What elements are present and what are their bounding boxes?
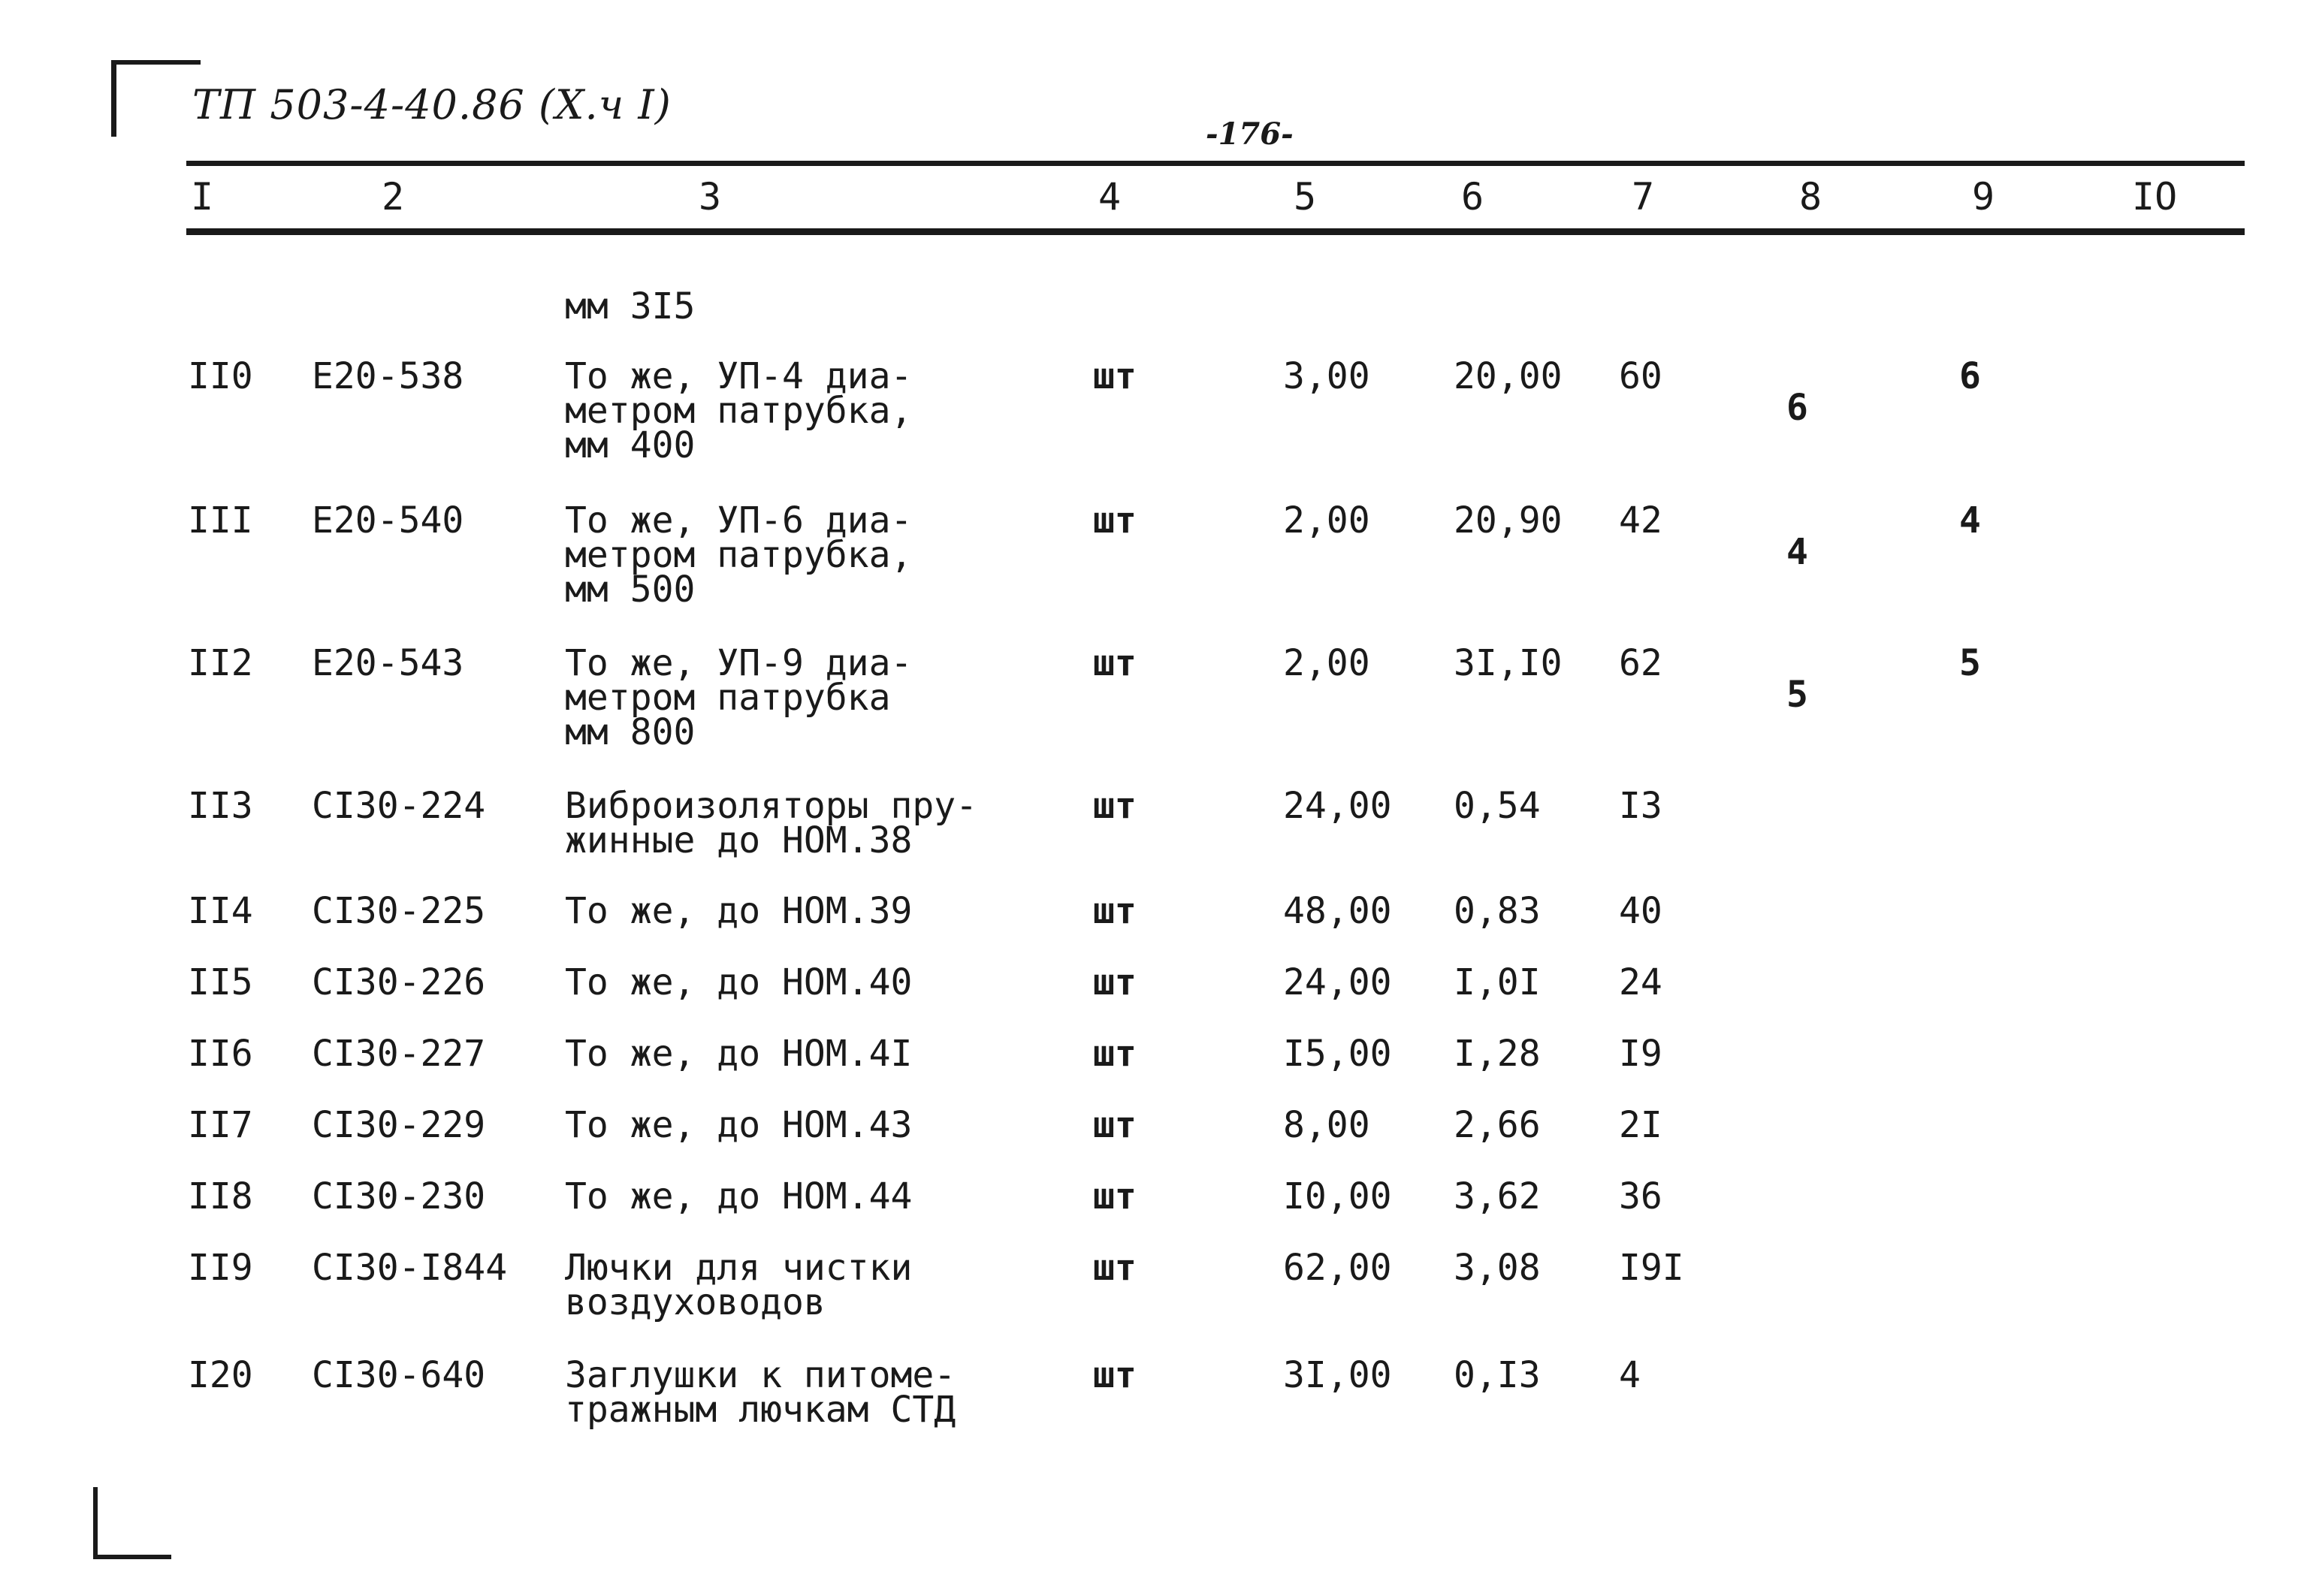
row-number: II2 xyxy=(188,642,253,684)
unit-price: 0,I3 xyxy=(1454,1354,1541,1396)
rate-code: Е20-538 xyxy=(312,355,464,397)
quantity: I5,00 xyxy=(1283,1033,1392,1075)
column-header-3: 3 xyxy=(699,175,722,219)
row-number: II7 xyxy=(188,1104,253,1146)
unit-price: 20,00 xyxy=(1454,355,1563,397)
description-line: Виброизоляторы пру- xyxy=(565,785,978,827)
description-line: То же, УП-6 диа- xyxy=(565,499,913,542)
description-line: жинные до НОМ.38 xyxy=(565,819,913,861)
rate-code: СI30-I844 xyxy=(312,1247,508,1289)
row-number: III xyxy=(188,499,253,542)
row-number: I20 xyxy=(188,1354,253,1396)
description-line: То же, до НОМ.40 xyxy=(565,961,913,1003)
unit: шт xyxy=(1093,1104,1137,1146)
unit-price: I,28 xyxy=(1454,1033,1541,1075)
total: 36 xyxy=(1619,1175,1662,1217)
column-header-7: 7 xyxy=(1632,175,1655,219)
description-line: Лючки для чистки xyxy=(565,1247,913,1289)
unit: шт xyxy=(1093,785,1137,827)
unit: шт xyxy=(1093,1033,1137,1075)
rate-code: СI30-640 xyxy=(312,1354,486,1396)
row-number: II3 xyxy=(188,785,253,827)
description-line: Заглушки к питоме- xyxy=(565,1354,956,1396)
unit-price: 2,66 xyxy=(1454,1104,1541,1146)
column-8-value: 5 xyxy=(1786,674,1808,716)
rate-code: СI30-230 xyxy=(312,1175,486,1217)
document-code: ТП 503-4-40.86 (Х.ч I) xyxy=(192,81,672,128)
total: I9I xyxy=(1619,1247,1684,1289)
total: 2I xyxy=(1619,1104,1662,1146)
quantity: 48,00 xyxy=(1283,890,1392,932)
description-line: воздуховодов xyxy=(565,1281,826,1323)
unit: шт xyxy=(1093,642,1137,684)
unit: шт xyxy=(1093,355,1137,397)
unit-price: 3I,I0 xyxy=(1454,642,1563,684)
unit: шт xyxy=(1093,1247,1137,1289)
page-number: -176- xyxy=(1206,116,1294,152)
header-rule-bottom xyxy=(186,228,2245,235)
unit-price: 0,83 xyxy=(1454,890,1541,932)
description-line: То же, до НОМ.4I xyxy=(565,1033,913,1075)
column-9-value: 6 xyxy=(1959,355,1981,397)
total: 4 xyxy=(1619,1354,1641,1396)
unit-price: 3,62 xyxy=(1454,1175,1541,1217)
rate-code: Е20-540 xyxy=(312,499,464,542)
rate-code: СI30-227 xyxy=(312,1033,486,1075)
column-header-5: 5 xyxy=(1294,175,1317,219)
description-line: метром патрубка, xyxy=(565,390,913,432)
quantity: I0,00 xyxy=(1283,1175,1392,1217)
rate-code: Е20-543 xyxy=(312,642,464,684)
rate-code: СI30-226 xyxy=(312,961,486,1003)
unit-price: I,0I xyxy=(1454,961,1541,1003)
rate-code: СI30-229 xyxy=(312,1104,486,1146)
row-number: II6 xyxy=(188,1033,253,1075)
total: 40 xyxy=(1619,890,1662,932)
quantity: 8,00 xyxy=(1283,1104,1370,1146)
column-header-4: 4 xyxy=(1098,175,1122,219)
column-header-1: I xyxy=(191,175,214,219)
rate-code: СI30-224 xyxy=(312,785,486,827)
description-line: То же, УП-4 диа- xyxy=(565,355,913,397)
unit: шт xyxy=(1093,499,1137,542)
column-8-value: 6 xyxy=(1786,387,1808,429)
row-number: II5 xyxy=(188,961,253,1003)
quantity: 2,00 xyxy=(1283,499,1370,542)
unit: шт xyxy=(1093,1354,1137,1396)
description-line: тражным лючкам СТД xyxy=(565,1389,956,1431)
total: I3 xyxy=(1619,785,1662,827)
continuation-text: мм 3I5 xyxy=(565,285,696,327)
unit-price: 3,08 xyxy=(1454,1247,1541,1289)
column-header-2: 2 xyxy=(382,175,405,219)
quantity: 62,00 xyxy=(1283,1247,1392,1289)
description-line: мм 500 xyxy=(565,569,696,611)
unit: шт xyxy=(1093,890,1137,932)
rate-code: СI30-225 xyxy=(312,890,486,932)
unit-price: 20,90 xyxy=(1454,499,1563,542)
unit: шт xyxy=(1093,961,1137,1003)
column-header-10: IO xyxy=(2132,175,2178,219)
column-8-value: 4 xyxy=(1786,531,1808,573)
column-header-8: 8 xyxy=(1799,175,1822,219)
column-9-value: 5 xyxy=(1959,642,1981,684)
quantity: 3I,00 xyxy=(1283,1354,1392,1396)
total: 62 xyxy=(1619,642,1662,684)
total: 24 xyxy=(1619,961,1662,1003)
quantity: 2,00 xyxy=(1283,642,1370,684)
description-line: То же, до НОМ.39 xyxy=(565,890,913,932)
description-line: То же, до НОМ.43 xyxy=(565,1104,913,1146)
corner-mark-top-left xyxy=(111,60,201,137)
total: I9 xyxy=(1619,1033,1662,1075)
quantity: 24,00 xyxy=(1283,785,1392,827)
header-rule-top xyxy=(186,161,2245,166)
quantity: 24,00 xyxy=(1283,961,1392,1003)
description-line: мм 800 xyxy=(565,711,696,753)
unit-price: 0,54 xyxy=(1454,785,1541,827)
description-line: метром патрубка xyxy=(565,677,891,719)
row-number: II0 xyxy=(188,355,253,397)
row-number: II4 xyxy=(188,890,253,932)
row-number: II8 xyxy=(188,1175,253,1217)
description-line: мм 400 xyxy=(565,424,696,466)
unit: шт xyxy=(1093,1175,1137,1217)
description-line: То же, до НОМ.44 xyxy=(565,1175,913,1217)
total: 42 xyxy=(1619,499,1662,542)
description-line: То же, УП-9 диа- xyxy=(565,642,913,684)
column-header-6: 6 xyxy=(1461,175,1484,219)
corner-mark-bottom-left xyxy=(93,1487,171,1559)
row-number: II9 xyxy=(188,1247,253,1289)
column-9-value: 4 xyxy=(1959,499,1981,542)
quantity: 3,00 xyxy=(1283,355,1370,397)
description-line: метром патрубка, xyxy=(565,534,913,576)
column-header-9: 9 xyxy=(1972,175,1995,219)
total: 60 xyxy=(1619,355,1662,397)
